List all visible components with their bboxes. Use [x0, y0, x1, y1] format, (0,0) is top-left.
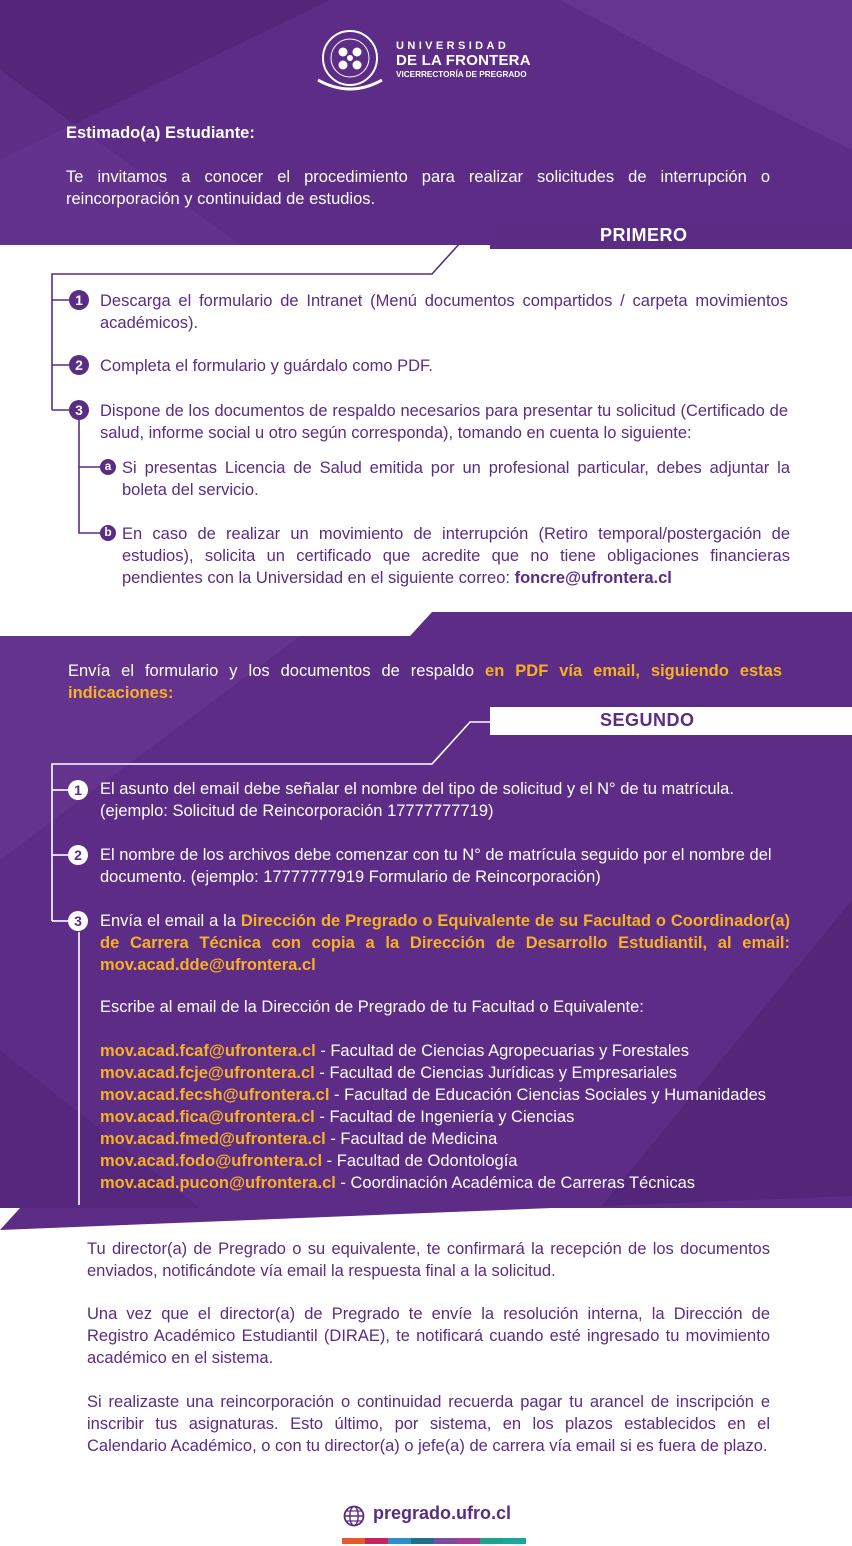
primero-step-2-text: Completa el formulario y guárdalo como PDF. — [100, 357, 433, 375]
university-seal-icon — [312, 22, 392, 98]
logo — [308, 22, 548, 102]
color-swatch — [480, 1538, 503, 1544]
faculty-email-link[interactable]: mov.acad.fodo@ufrontera.cl — [100, 1152, 323, 1170]
closing-paragraph-2: Una vez que el director(a) de Pregrado te envíe la resolución interna, la Dirección de Registro Académico Estudiantil (DIRAE), te notificará cuando esté ingresado tu movimiento académico en el sistema. — [87, 1305, 770, 1367]
faculty-email-link[interactable]: mov.acad.fcje@ufrontera.cl — [100, 1064, 315, 1082]
closing-paragraph-1: Tu director(a) de Pregrado o su equivalente, te confirmará la recepción de los documentos enviados, notificándote vía email la respuesta final a la solicitud. — [87, 1240, 770, 1280]
primero-label: PRIMERO — [600, 225, 688, 245]
list-item — [100, 1106, 800, 1128]
closing-paragraph-3: Si realizaste una reincorporación o continuidad recuerda pagar tu arancel de inscripción e inscribir tus asignaturas. Esto último, por sistema, en los plazos establecidos en el Calendario Académico, o con tu director(a) o jefe(a) de carrera vía email si es fuera de plazo. — [87, 1393, 770, 1455]
primero-sub-b-body: En caso de realizar un movimiento de interrupción (Retiro temporal/postergación de estudios), solicita un certificado que acredite que no tiene obligaciones financieras pendientes con la Universidad en el siguiente correo: — [122, 525, 790, 587]
footer-color-bar — [342, 1538, 526, 1544]
sub-letter-a: a — [100, 459, 116, 475]
segundo-step-3-text — [100, 910, 790, 976]
segundo-intro-highlight: en PDF vía email, siguiendo estas indicaciones: — [68, 662, 782, 702]
color-swatch — [388, 1538, 411, 1544]
greeting: Estimado(a) Estudiante: — [66, 124, 255, 142]
color-swatch — [503, 1538, 526, 1544]
faculty-email-link[interactable]: mov.acad.fcaf@ufrontera.cl — [100, 1042, 316, 1060]
step-number-1: 1 — [69, 290, 89, 310]
faculty-name: - Facultad de Medicina — [325, 1130, 498, 1148]
faculty-name: - Facultad de Ciencias Jurídicas y Empresariales — [314, 1064, 678, 1082]
faculty-name: - Facultad de Odontología — [322, 1152, 518, 1170]
color-swatch — [365, 1538, 388, 1544]
faculty-name: - Coordinación Académica de Carreras Técnicas — [335, 1174, 696, 1192]
segundo-step-3-highlight: Dirección de Pregrado o Equivalente de su Facultad o Coordinador(a) de Carrera Técnica con copia a la Dirección de Desarrollo Estudiantil, al email: mov.acad.dde@ufrontera.cl — [100, 912, 790, 974]
step-number-1: 1 — [68, 780, 88, 800]
faculty-email-link[interactable]: mov.acad.pucon@ufrontera.cl — [100, 1174, 336, 1192]
faculty-name: - Facultad de Ingeniería y Ciencias — [314, 1108, 575, 1126]
color-swatch — [411, 1538, 434, 1544]
primero-sub-b-text — [122, 523, 790, 589]
list-item — [100, 1062, 800, 1084]
step-number-2: 2 — [68, 845, 88, 865]
segundo-label-box — [490, 707, 852, 735]
logo-line2: DE LA FRONTERA — [396, 52, 531, 69]
list-item — [100, 1040, 800, 1062]
segundo-intro-text: Envía el formulario y los documentos de respaldo — [68, 662, 486, 680]
faculty-name: - Facultad de Educación Ciencias Sociales y Humanidades — [329, 1086, 767, 1104]
primero-sub-a-text: Si presentas Licencia de Salud emitida por un profesional particular, debes adjuntar la boleta del servicio. — [122, 459, 790, 499]
faculty-email-list — [100, 1040, 800, 1194]
faculty-email-link[interactable]: mov.acad.fica@ufrontera.cl — [100, 1108, 315, 1126]
intro-text: Te invitamos a conocer el procedimiento para realizar solicitudes de interrupción o reincorporación y continuidad de estudios. — [66, 168, 770, 208]
foncre-email-link[interactable]: foncre@ufrontera.cl — [514, 569, 672, 587]
logo-line1: UNIVERSIDAD — [396, 40, 510, 52]
faculty-name: - Facultad de Ciencias Agropecuarias y Forestales — [315, 1042, 689, 1060]
primero-step-3-text: Dispone de los documentos de respaldo necesarios para presentar tu solicitud (Certificado de salud, informe social u otro según corresponda), tomando en cuenta lo siguiente: — [100, 402, 788, 442]
faculty-email-link[interactable]: mov.acad.fecsh@ufrontera.cl — [100, 1086, 330, 1104]
list-item — [100, 1172, 800, 1194]
logo-line3: VICERRECTORÍA DE PREGRADO — [396, 70, 527, 79]
faculty-intro: Escribe al email de la Dirección de Pregrado de tu Facultad o Equivalente: — [100, 998, 644, 1016]
primero-label-box — [490, 222, 852, 249]
globe-icon — [343, 1505, 365, 1527]
list-item — [100, 1150, 800, 1172]
step-number-3: 3 — [69, 400, 89, 420]
segundo-intro — [68, 660, 782, 704]
faculty-email-link[interactable]: mov.acad.fmed@ufrontera.cl — [100, 1130, 326, 1148]
segundo-step-1-text: El asunto del email debe señalar el nombre del tipo de solicitud y el N° de tu matrícula. (ejemplo: Solicitud de Reincorporación 17777777719) — [100, 780, 734, 820]
segundo-step-2-text: El nombre de los archivos debe comenzar con tu N° de matrícula seguido por el nombre del documento. (ejemplo: 17777777919 Formulario de Reincorporación) — [100, 846, 772, 886]
footer-url[interactable]: pregrado.ufro.cl — [373, 1503, 512, 1523]
list-item — [100, 1128, 800, 1150]
sub-letter-b: b — [100, 525, 116, 541]
color-swatch — [434, 1538, 457, 1544]
segundo-label: SEGUNDO — [600, 710, 695, 730]
segundo-step-3-body: Envía el email a la — [100, 912, 241, 930]
step-number-2: 2 — [69, 355, 89, 375]
list-item — [100, 1084, 800, 1106]
step-number-3: 3 — [68, 911, 88, 931]
primero-step-1-text: Descarga el formulario de Intranet (Menú documentos compartidos / carpeta movimientos académicos). — [100, 292, 788, 332]
color-swatch — [342, 1538, 365, 1544]
color-swatch — [457, 1538, 480, 1544]
